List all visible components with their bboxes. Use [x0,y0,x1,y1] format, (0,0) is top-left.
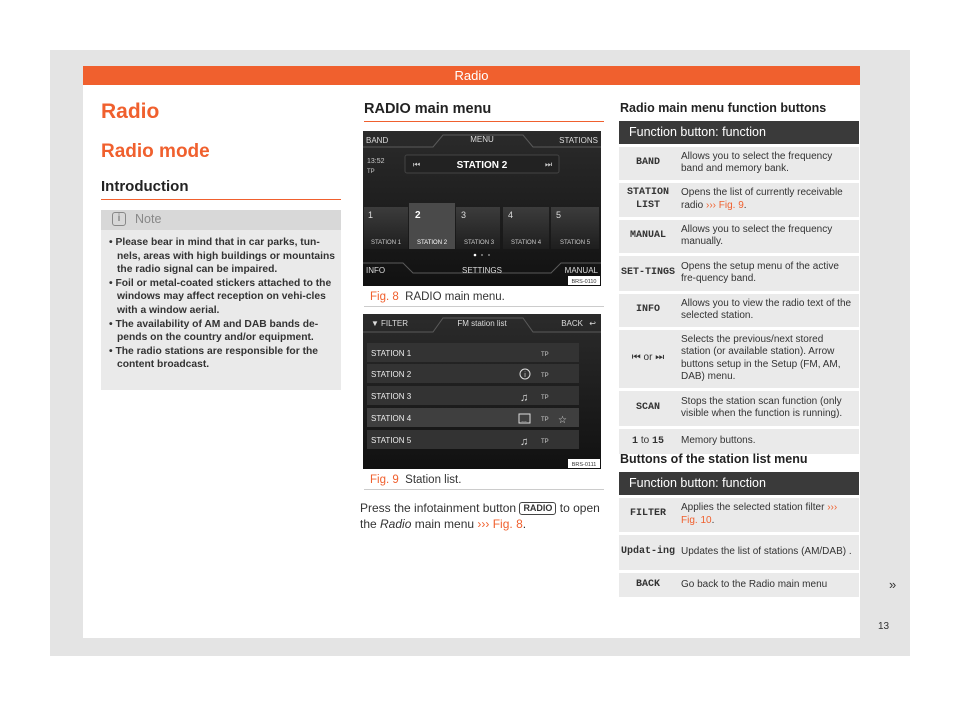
note-list [109,236,337,372]
filter-icon: ▼ [371,319,379,328]
fig9-number: Fig. 9 [370,474,399,486]
figure-code: BRS-0111 [571,462,597,468]
tp-flag: TP [541,417,549,423]
function-key: STATION LIST [619,181,677,218]
function-key: SET-TINGS [619,254,677,292]
note-label: Note [135,212,162,226]
back-label: BACK [561,319,583,328]
function-desc: Allows you to select the frequency band and memory bank. [677,145,859,181]
function-key: MANUAL [619,218,677,254]
station-name: STATION 3 [371,392,412,401]
table-header: Function button: function [619,472,859,496]
para-italic: Radio [380,517,412,531]
info-icon: i [524,372,526,379]
function-desc: Opens the list of currently receivable radio ››› Fig. 9. [677,181,859,218]
intro-paragraph [360,500,600,532]
section-header: Radio [83,66,860,85]
page-number: 13 [878,621,890,632]
station-name: STATION 2 [371,370,412,379]
fig8-screenshot [363,131,601,286]
fig8-number: Fig. 8 [370,291,399,303]
function-desc: Allows you to select the frequency manually. [677,218,859,254]
function-desc: Applies the selected station filter ››› Fig. 10. [677,496,859,533]
fig9-link[interactable]: ››› Fig. 9 [706,199,744,211]
function-key: FILTER [619,496,677,533]
preset-name: STATION 5 [559,240,591,246]
preset-num: 5 [556,210,562,220]
heading-rule [101,199,341,200]
next-icon: ⏭ [545,160,553,169]
fig8-text: RADIO main menu. [405,291,505,303]
function-desc: Go back to the Radio main menu [677,571,859,597]
preset-tiles [364,203,599,249]
table-row [619,292,859,328]
preset-name: STATION 1 [370,240,402,246]
table-row [619,328,859,389]
table-row [619,496,859,533]
function-desc: Stops the station scan function (only visible when the function is running). [677,389,859,427]
filter-label: FILTER [381,319,408,328]
station-name: STATION 5 [371,436,412,445]
current-station: STATION 2 [456,160,508,171]
stations-label: STATIONS [559,136,598,145]
info-icon: i [112,212,126,226]
continue-marker: » [889,577,897,592]
function-key: BACK [619,571,677,597]
function-desc: Updates the list of stations (AM/DAB) . [677,533,859,571]
table-row [619,181,859,218]
table-row [619,427,859,454]
function-desc: Selects the previous/next stored station (or available station). Arrow buttons setup in the Setup (FM, AM, DAB) menu. [677,328,859,389]
station-list-heading: Buttons of the station list menu [620,452,808,466]
function-key: 1 to 15 [619,427,677,454]
fig9-text: Station list. [405,474,462,486]
tp-flag: TP [541,395,549,401]
note-item: • The radio stations are responsible for the content broadcast. [109,345,337,372]
section-title: Radio mode [101,141,210,162]
subsection-title: Introduction [101,178,189,195]
next-icon: ⏭ [655,352,665,364]
preset-num: 3 [461,210,467,220]
fig9-caption [370,474,461,486]
function-key: BAND [619,145,677,181]
para-text: Press the infotainment button [360,501,520,515]
list-title: FM station list [457,319,507,328]
function-key: ⏮ or ⏭ [619,328,677,389]
star-icon: ☆ [558,415,567,426]
preset-num: 1 [368,210,374,220]
music-note-icon: ♫ [520,436,529,448]
station-name: STATION 4 [371,414,412,423]
para-text: main menu [411,517,478,531]
preset-name: STATION 2 [416,240,448,246]
para-text: to open the [360,501,600,531]
table-row [619,389,859,427]
radio-key: RADIO [519,502,556,515]
back-icon: ↩ [589,319,596,328]
function-key: INFO [619,292,677,328]
function-buttons-heading: Radio main menu function buttons [620,101,827,115]
station-list-table [619,472,859,597]
tp-text: TP [367,169,375,175]
chapter-title: Radio [101,100,160,123]
table-row [619,533,859,571]
fig9-screenshot [363,314,601,469]
preset-num: 4 [508,210,514,220]
function-desc: Memory buttons. [677,427,859,454]
more-icon: … [521,418,527,424]
caption-rule [364,306,604,307]
table-header: Function button: function [619,121,859,145]
clock-text: 13:52 [367,158,385,165]
table-row [619,218,859,254]
tp-flag: TP [541,373,549,379]
tp-flag: TP [541,352,549,358]
settings-label: SETTINGS [461,266,503,275]
radio-menu-heading: RADIO main menu [364,101,492,117]
function-key: Updat-ing [619,533,677,571]
manual-label: MANUAL [564,266,598,275]
prev-icon: ⏮ [413,160,421,169]
preset-name: STATION 4 [510,240,542,246]
function-key: SCAN [619,389,677,427]
function-desc: Opens the setup menu of the active fre-quency band. [677,254,859,292]
table-row [619,254,859,292]
station-rows [367,343,579,449]
band-label: BAND [366,136,389,145]
note-item: • Please bear in mind that in car parks, tun-nels, areas with high buildings or mountains the radio signal can be impaired. [109,236,337,277]
note-item: • The availability of AM and DAB bands de-pends on the country and/or equipment. [109,318,337,345]
note-item: • Foil or metal-coated stickers attached to the windows may affect reception on vehi-cles with a window aerial. [109,277,337,318]
tp-flag: TP [541,439,549,445]
info-label: INFO [366,266,386,275]
prev-icon: ⏮ [631,352,641,364]
caption-rule [364,489,604,490]
station-name: STATION 1 [371,349,412,358]
function-table [619,121,859,454]
menu-label: MENU [470,135,494,144]
music-note-icon: ♫ [520,392,529,404]
heading-rule [364,121,604,122]
table-row [619,145,859,181]
fig10-link[interactable]: ››› Fig. 10 [681,502,838,526]
fig8-link[interactable]: ››› Fig. 8 [477,517,523,531]
fig8-caption [370,291,505,303]
figure-code: BRS-0110 [571,279,597,285]
table-row [619,571,859,597]
function-desc: Allows you to view the radio text of the selected station. [677,292,859,328]
preset-name: STATION 3 [463,240,495,246]
para-text: . [522,517,527,531]
preset-num: 2 [415,210,421,221]
